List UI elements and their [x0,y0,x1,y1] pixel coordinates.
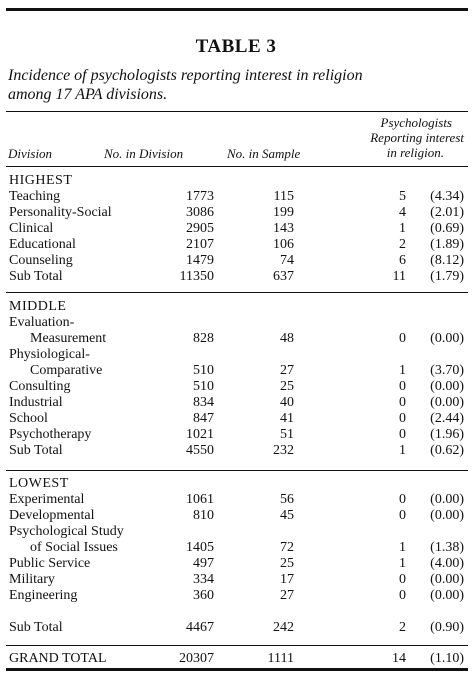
reporting-count-cell: 1 [399,443,406,458]
table-row [0,347,472,363]
division-name-cell: Psychological Study [9,524,124,539]
table-row [0,331,472,347]
number-in-division-cell: 4550 [186,443,214,458]
reporting-percent-cell: (4.00) [430,556,464,571]
division-name-cell: Sub Total [9,443,63,458]
reporting-count-cell: 0 [399,492,406,507]
reporting-percent-cell: (0.00) [430,508,464,523]
reporting-count-cell: 0 [399,572,406,587]
division-name-cell: School [9,411,48,426]
section-header-row [0,173,472,189]
number-in-division-cell: 828 [193,331,214,346]
header-number-in-sample: No. in Sample [227,146,301,161]
number-in-sample-cell: 17 [280,572,294,587]
division-name-cell: GRAND TOTAL [9,651,107,666]
number-in-division-cell: 834 [193,395,214,410]
reporting-count-cell: 0 [399,588,406,603]
reporting-percent-cell: (2.44) [430,411,464,426]
table-row [0,492,472,508]
number-in-division-cell: 1061 [186,492,214,507]
caption-line-1: Incidence of psychologists reporting interest in religion [8,67,363,84]
table-row [0,556,472,572]
division-name-cell: Consulting [9,379,71,394]
table-row [0,221,472,237]
division-name-cell: Personality-Social [9,205,112,220]
table-row [0,508,472,524]
reporting-count-cell: 0 [399,395,406,410]
number-in-division-cell: 1405 [186,540,214,555]
reporting-percent-cell: (1.96) [430,427,464,442]
division-name-cell: Educational [9,237,76,252]
reporting-percent-cell: (1.89) [430,237,464,252]
number-in-sample-cell: 232 [273,443,294,458]
number-in-sample-cell: 27 [280,588,294,603]
header-number-in-division: No. in Division [104,146,184,161]
reporting-count-cell: 14 [392,651,406,666]
division-name-cell: Experimental [9,492,85,507]
division-name-cell: Public Service [9,556,91,571]
number-in-division-cell: 3086 [186,205,214,220]
table-row [0,524,472,540]
division-name-cell: Military [9,572,55,587]
header-interest-line-1: Psychologists [380,115,452,130]
number-in-sample-cell: 48 [280,331,294,346]
header-division: Division [8,146,53,161]
number-in-division-cell: 1479 [186,253,214,268]
division-name-cell: MIDDLE [9,299,67,314]
number-in-division-cell: 510 [193,363,214,378]
table-row [0,395,472,411]
number-in-division-cell: 4467 [186,620,214,635]
division-name-cell: Engineering [9,588,78,603]
division-name-cell: Teaching [9,189,61,204]
reporting-count-cell: 2 [399,620,406,635]
reporting-count-cell: 5 [399,189,406,204]
reporting-percent-cell: (0.90) [430,620,464,635]
table-row [0,588,472,604]
reporting-percent-cell: (4.34) [430,189,464,204]
number-in-sample-cell: 115 [273,189,294,204]
number-in-division-cell: 1021 [186,427,214,442]
reporting-percent-cell: (8.12) [430,253,464,268]
table-row [0,189,472,205]
table-row [0,237,472,253]
reporting-count-cell: 6 [399,253,406,268]
table-row [0,379,472,395]
number-in-sample-cell: 242 [273,620,294,635]
number-in-division-cell: 2107 [186,237,214,252]
section-header-row [0,299,472,315]
number-in-sample-cell: 72 [280,540,294,555]
reporting-count-cell: 0 [399,427,406,442]
reporting-count-cell: 4 [399,205,406,220]
table-row [0,443,472,459]
table-title: TABLE 3 [195,36,277,57]
number-in-sample-cell: 27 [280,363,294,378]
reporting-count-cell: 11 [392,269,406,284]
number-in-sample-cell: 45 [280,508,294,523]
reporting-count-cell: 0 [399,411,406,426]
division-name-cell: of Social Issues [30,540,118,555]
reporting-percent-cell: (0.62) [430,443,464,458]
number-in-division-cell: 510 [193,379,214,394]
reporting-count-cell: 0 [399,331,406,346]
reporting-percent-cell: (1.79) [430,269,464,284]
caption-line-2: among 17 APA divisions. [8,86,168,103]
table-row [0,315,472,331]
number-in-division-cell: 497 [193,556,214,571]
reporting-count-cell: 1 [399,540,406,555]
reporting-count-cell: 1 [399,363,406,378]
number-in-sample-cell: 40 [280,395,294,410]
reporting-count-cell: 0 [399,508,406,523]
reporting-percent-cell: (0.00) [430,572,464,587]
number-in-division-cell: 2905 [186,221,214,236]
number-in-sample-cell: 106 [273,237,294,252]
number-in-sample-cell: 143 [273,221,294,236]
table-row [0,540,472,556]
division-name-cell: Clinical [9,221,54,236]
reporting-percent-cell: (0.00) [430,588,464,603]
number-in-sample-cell: 25 [280,379,294,394]
division-name-cell: Sub Total [9,620,63,635]
reporting-percent-cell: (0.00) [430,331,464,346]
number-in-division-cell: 11350 [179,269,214,284]
header-interest-line-2: Reporting interest [370,130,464,145]
number-in-sample-cell: 51 [280,427,294,442]
number-in-sample-cell: 41 [280,411,294,426]
division-name-cell: Sub Total [9,269,63,284]
division-name-cell: Physiological- [9,347,90,362]
reporting-count-cell: 1 [399,221,406,236]
table-row [0,205,472,221]
table-row [0,363,472,379]
number-in-division-cell: 360 [193,588,214,603]
reporting-percent-cell: (0.00) [430,395,464,410]
reporting-percent-cell: (1.10) [430,651,464,666]
number-in-sample-cell: 74 [280,253,294,268]
division-name-cell: Counseling [9,253,73,268]
reporting-percent-cell: (1.38) [430,540,464,555]
reporting-percent-cell: (0.00) [430,379,464,394]
division-name-cell: Industrial [9,395,63,410]
reporting-percent-cell: (0.69) [430,221,464,236]
number-in-sample-cell: 1111 [267,651,294,666]
table-row [0,572,472,588]
number-in-division-cell: 847 [193,411,214,426]
number-in-sample-cell: 25 [280,556,294,571]
number-in-sample-cell: 199 [273,205,294,220]
table-row [0,269,472,285]
number-in-division-cell: 20307 [179,651,214,666]
reporting-count-cell: 1 [399,556,406,571]
division-name-cell: Evaluation- [9,315,75,330]
number-in-division-cell: 810 [193,508,214,523]
reporting-percent-cell: (2.01) [430,205,464,220]
reporting-count-cell: 2 [399,237,406,252]
table-row [0,427,472,443]
number-in-sample-cell: 637 [273,269,294,284]
division-name-cell: Psychotherapy [9,427,92,442]
reporting-count-cell: 0 [399,379,406,394]
header-interest-line-3: in religion. [386,145,444,160]
table-row [0,411,472,427]
division-name-cell: LOWEST [9,476,69,491]
number-in-division-cell: 334 [193,572,214,587]
section-header-row [0,476,472,492]
table-row [0,620,472,636]
reporting-percent-cell: (3.70) [430,363,464,378]
number-in-division-cell: 1773 [186,189,214,204]
reporting-percent-cell: (0.00) [430,492,464,507]
division-name-cell: Measurement [30,331,107,346]
number-in-sample-cell: 56 [280,492,294,507]
table-row [0,651,472,667]
division-name-cell: Developmental [9,508,95,523]
division-name-cell: HIGHEST [9,173,73,188]
table-row [0,253,472,269]
division-name-cell: Comparative [30,363,103,378]
